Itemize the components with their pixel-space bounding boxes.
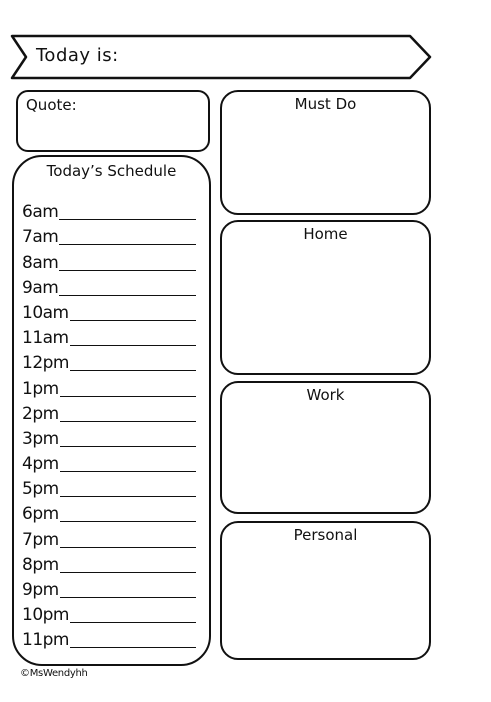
slot-time-label: 2pm xyxy=(22,403,59,424)
schedule-box xyxy=(12,155,211,666)
slot-time-label: 11am xyxy=(22,328,69,349)
schedule-slot[interactable] xyxy=(22,323,196,348)
slot-write-line[interactable] xyxy=(70,345,196,346)
schedule-slot[interactable] xyxy=(22,298,196,323)
schedule-slot[interactable] xyxy=(22,625,196,650)
slot-write-line[interactable] xyxy=(60,521,196,522)
slot-time-label: 10am xyxy=(22,302,69,323)
slot-write-line[interactable] xyxy=(70,370,196,371)
schedule-slot[interactable] xyxy=(22,449,196,474)
slot-write-line[interactable] xyxy=(60,396,196,397)
schedule-slot[interactable] xyxy=(22,474,196,499)
slot-write-line[interactable] xyxy=(60,471,196,472)
slot-write-line[interactable] xyxy=(59,295,196,296)
slot-time-label: 3pm xyxy=(22,428,59,449)
quote-box[interactable] xyxy=(16,90,210,152)
date-label: Today is: xyxy=(36,45,119,66)
slot-write-line[interactable] xyxy=(60,446,196,447)
slot-write-line[interactable] xyxy=(60,496,196,497)
schedule-slot[interactable] xyxy=(22,273,196,298)
slot-time-label: 6pm xyxy=(22,504,59,525)
schedule-slot[interactable] xyxy=(22,575,196,600)
schedule-slot[interactable] xyxy=(22,524,196,549)
work-box[interactable] xyxy=(220,381,431,514)
slot-write-line[interactable] xyxy=(60,547,196,548)
slot-write-line[interactable] xyxy=(70,622,196,623)
must-do-box[interactable] xyxy=(220,90,431,215)
schedule-slots xyxy=(22,197,196,650)
home-box[interactable] xyxy=(220,220,431,375)
slot-time-label: 7pm xyxy=(22,529,59,550)
schedule-slot[interactable] xyxy=(22,600,196,625)
schedule-title: Today’s Schedule xyxy=(46,162,177,180)
slot-time-label: 6am xyxy=(22,202,59,223)
slot-time-label: 10pm xyxy=(22,605,69,626)
slot-time-label: 8am xyxy=(22,252,59,273)
slot-write-line[interactable] xyxy=(70,647,196,648)
slot-write-line[interactable] xyxy=(70,320,196,321)
slot-time-label: 1pm xyxy=(22,378,59,399)
slot-time-label: 5pm xyxy=(22,479,59,500)
slot-write-line[interactable] xyxy=(60,572,196,573)
quote-label: Quote: xyxy=(26,96,77,114)
slot-time-label: 9am xyxy=(22,277,59,298)
slot-time-label: 7am xyxy=(22,227,59,248)
slot-time-label: 4pm xyxy=(22,454,59,475)
schedule-slot[interactable] xyxy=(22,424,196,449)
slot-write-line[interactable] xyxy=(59,219,196,220)
slot-time-label: 8pm xyxy=(22,554,59,575)
slot-time-label: 9pm xyxy=(22,580,59,600)
home-title: Home xyxy=(303,225,348,243)
schedule-slot[interactable] xyxy=(22,399,196,424)
slot-time-label: 12pm xyxy=(22,353,69,374)
schedule-slot[interactable] xyxy=(22,222,196,247)
schedule-slot[interactable] xyxy=(22,550,196,575)
schedule-slot[interactable] xyxy=(22,348,196,373)
personal-title: Personal xyxy=(293,526,358,544)
slot-time-label: 11pm xyxy=(22,630,69,651)
slot-write-line[interactable] xyxy=(60,421,196,422)
schedule-slot[interactable] xyxy=(22,197,196,222)
date-banner xyxy=(10,34,432,80)
work-title: Work xyxy=(306,386,345,404)
slot-write-line[interactable] xyxy=(59,244,196,245)
schedule-slot[interactable] xyxy=(22,499,196,524)
personal-box[interactable] xyxy=(220,521,431,660)
schedule-slot[interactable] xyxy=(22,247,196,272)
copyright-credit: ©MsWendyhh xyxy=(20,668,88,679)
schedule-slot[interactable] xyxy=(22,373,196,398)
must-do-title: Must Do xyxy=(294,95,357,113)
slot-write-line[interactable] xyxy=(60,597,196,598)
slot-write-line[interactable] xyxy=(59,270,196,271)
